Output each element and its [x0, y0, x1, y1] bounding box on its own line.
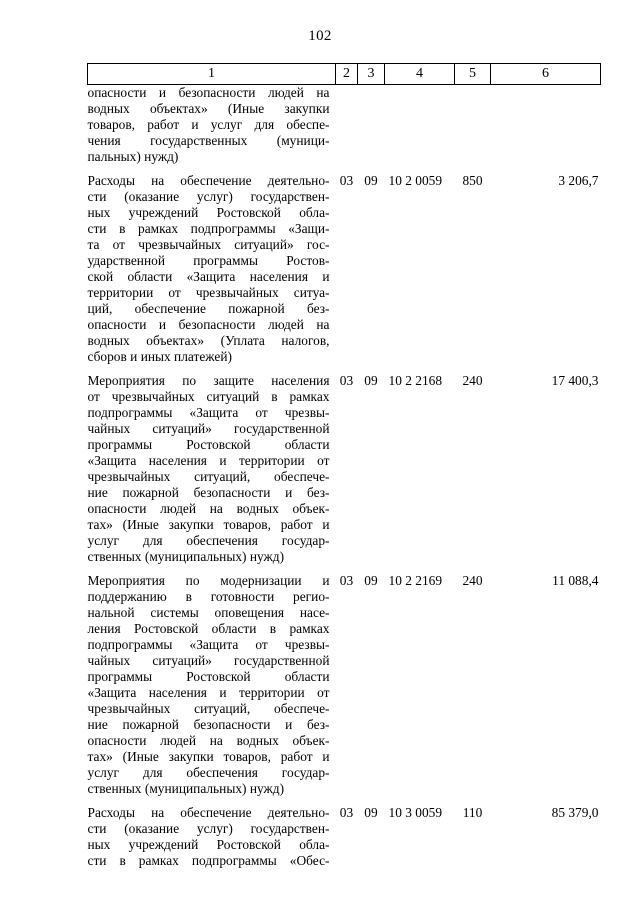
description-line: территории от чрезвычайных ситуа- [87, 285, 330, 300]
row-amount: 11 088,4 [552, 573, 599, 588]
description-line: сти (оказание услуг) государствен- [87, 821, 330, 836]
description-line: поддержанию в готовности регио- [87, 589, 330, 604]
table-header-row [88, 64, 601, 85]
row-vr: 110 [462, 805, 483, 820]
row-pr: 09 [364, 373, 378, 388]
description-line: чайных ситуаций» государственной [87, 653, 330, 668]
row-description [88, 797, 336, 869]
description-line: опасности и безопасности людей на [87, 85, 330, 100]
row-amount: 17 400,3 [551, 373, 599, 388]
row-pr [358, 85, 385, 166]
page-number: 102 [308, 28, 332, 44]
row-rz: 03 [339, 373, 354, 388]
description-line: Мероприятия по защите населения [87, 373, 330, 388]
description-line: подпрограммы «Защита от чрезвы- [87, 405, 330, 420]
description-line: ций, обеспечение пожарной без- [87, 301, 330, 316]
row-rz: 03 [339, 573, 354, 588]
row-rz: 03 [339, 805, 354, 820]
description-line: пальных) нужд) [87, 149, 179, 164]
description-line: та от чрезвычайных ситуаций» гос- [87, 237, 330, 252]
description-line: «Защита населения и территории от [87, 685, 330, 700]
description-line: чения государственных (муници- [87, 133, 330, 148]
row-pr: 09 [364, 573, 378, 588]
description-line: Мероприятия по модернизации и [87, 573, 330, 588]
description-line: от чрезвычайных ситуаций в рамках [87, 389, 330, 404]
description-line: подпрограммы «Защита от чрезвы- [87, 637, 330, 652]
table-row [88, 797, 601, 869]
description-line: ных учреждений Ростовской обла- [87, 837, 330, 852]
description-line: опасности людей на водных объек- [87, 501, 330, 516]
row-csr: 10 3 0059 [388, 805, 443, 820]
description-line: товаров, работ и услуг для обеспе- [87, 117, 330, 132]
column-header-6: 6 [491, 64, 601, 85]
row-vr [455, 85, 491, 166]
description-line: чайных ситуаций» государственной [87, 421, 330, 436]
row-rz [336, 85, 358, 166]
column-header-4: 4 [385, 64, 455, 85]
table-row [88, 565, 601, 797]
budget-table [87, 63, 601, 869]
description-line: программы Ростовской области [87, 437, 330, 452]
description-line: Расходы на обеспечение деятельно- [87, 805, 330, 820]
column-header-2: 2 [336, 64, 358, 85]
row-vr: 240 [462, 373, 483, 388]
row-csr [385, 85, 455, 166]
description-line: чрезвычайных ситуаций, обеспече- [87, 701, 330, 716]
row-vr: 240 [462, 573, 483, 588]
table-row [88, 85, 601, 166]
description-line: чрезвычайных ситуаций, обеспече- [87, 469, 330, 484]
description-line: ской области «Защита населения и [87, 269, 330, 284]
description-line: сти в рамках подпрограммы «Защи- [87, 221, 330, 236]
column-header-5: 5 [455, 64, 491, 85]
column-header-3: 3 [358, 64, 385, 85]
description-line: тах» (Иные закупки товаров, работ и [87, 517, 330, 532]
description-line: ственных (муниципальных) нужд) [87, 781, 285, 796]
row-description [88, 365, 336, 565]
description-line: сти в рамках подпрограммы «Обес- [87, 853, 330, 868]
row-csr: 10 2 2168 [388, 373, 443, 388]
description-line: ственных (муниципальных) нужд) [87, 549, 285, 564]
row-rz: 03 [339, 173, 354, 188]
row-description [88, 85, 336, 166]
description-line: «Защита населения и территории от [87, 453, 330, 468]
row-csr: 10 2 0059 [388, 173, 443, 188]
description-line: тах» (Иные закупки товаров, работ и [87, 749, 330, 764]
row-pr: 09 [364, 805, 378, 820]
row-description [88, 165, 336, 365]
row-csr: 10 2 2169 [388, 573, 443, 588]
description-line: сти (оказание услуг) государствен- [87, 189, 330, 204]
description-line: ных учреждений Ростовской обла- [87, 205, 330, 220]
table-row [88, 165, 601, 365]
row-amount [491, 85, 601, 166]
description-line: ления Ростовской области в рамках [87, 621, 330, 636]
row-amount: 3 206,7 [558, 173, 599, 188]
description-line: опасности людей на водных объек- [87, 733, 330, 748]
row-amount: 85 379,0 [551, 805, 599, 820]
description-line: ние пожарной безопасности и без- [87, 485, 330, 500]
description-line: сборов и иных платежей) [87, 349, 232, 364]
row-pr: 09 [364, 173, 378, 188]
row-vr: 850 [462, 173, 483, 188]
column-header-1: 1 [88, 64, 336, 85]
description-line: опасности и безопасности людей на [87, 317, 330, 332]
description-line: водных объектах» (Иные закупки [87, 101, 330, 116]
description-line: услуг для обеспечения государ- [87, 765, 330, 780]
description-line: водных объектах» (Уплата налогов, [87, 333, 330, 348]
description-line: Расходы на обеспечение деятельно- [87, 173, 330, 188]
description-line: ударственной программы Ростов- [87, 253, 330, 268]
row-description [88, 565, 336, 797]
description-line: ние пожарной безопасности и без- [87, 717, 330, 732]
description-line: нальной системы оповещения насе- [87, 605, 330, 620]
description-line: услуг для обеспечения государ- [87, 533, 330, 548]
description-line: программы Ростовской области [87, 669, 330, 684]
table-row [88, 365, 601, 565]
